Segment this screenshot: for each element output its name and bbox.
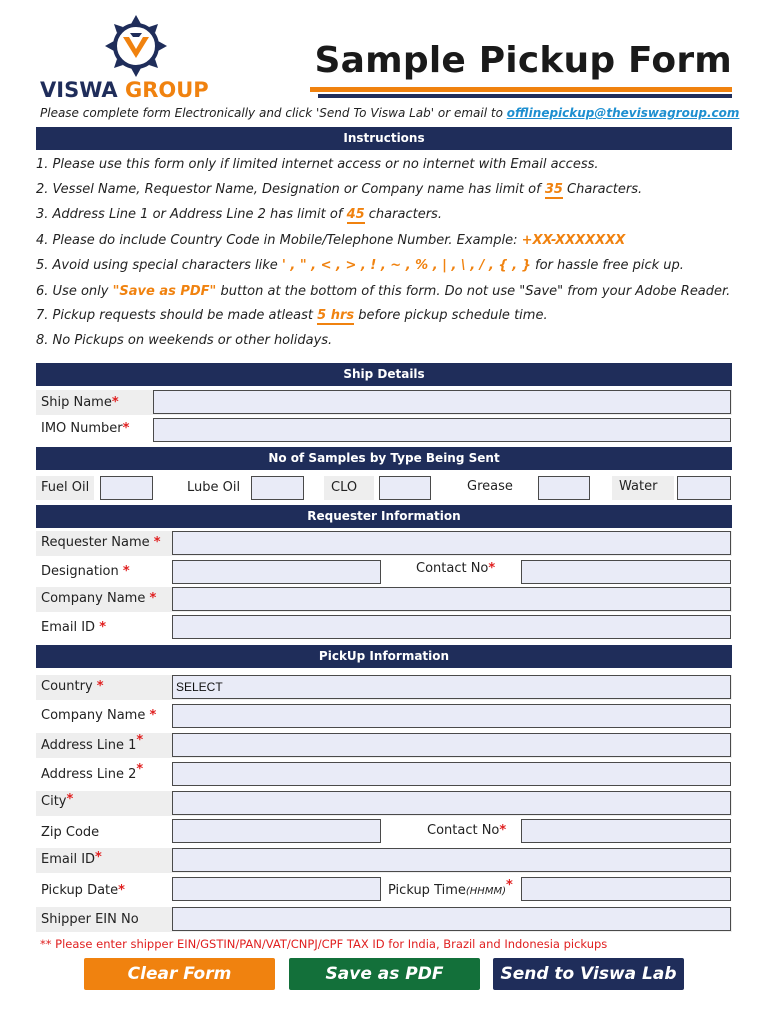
instruction-highlight: "Save as PDF" (112, 284, 217, 299)
zip-code-label: Zip Code (41, 825, 100, 840)
requester-company-input[interactable] (172, 587, 731, 611)
instruction-highlight: 45 (346, 207, 365, 222)
required-mark: * (136, 733, 144, 748)
pickup-date-input[interactable] (172, 877, 381, 901)
send-to-viswa-lab-button[interactable]: Send to Viswa Lab (493, 958, 684, 990)
instruction-text: 1. Please use this form only if limited internet access or no internet with Email access. (36, 157, 599, 172)
designation-label: Designation * (41, 564, 130, 579)
requester-email-label: Email ID * (41, 620, 106, 635)
instruction-item (36, 333, 732, 348)
ship-name-label: Ship Name* (41, 395, 119, 410)
required-mark: * (118, 883, 125, 898)
requester-name-label: Requester Name * (41, 535, 161, 550)
title-rule-navy (318, 94, 732, 98)
instruction-item (36, 182, 732, 197)
required-mark: * (95, 850, 102, 865)
fuel-oil-count-input[interactable] (100, 476, 153, 500)
pickup-contact-label: Contact No* (427, 823, 507, 838)
instruction-text: before pickup schedule time. (354, 308, 548, 323)
instruction-text: 2. Vessel Name, Requestor Name, Designation or Company name has limit of (36, 182, 545, 197)
instruction-highlight: 35 (544, 182, 563, 197)
fuel-oil-label: Fuel Oil (41, 480, 90, 495)
pickup-info-header: PickUp Information (36, 645, 732, 668)
requester-contact-input[interactable] (521, 560, 731, 584)
required-mark: * (111, 395, 119, 410)
water-label: Water (619, 479, 658, 494)
country-select[interactable]: SELECT (172, 675, 731, 699)
required-mark: * (66, 792, 74, 807)
grease-label: Grease (467, 479, 513, 494)
title-rule-orange (310, 87, 732, 92)
pickup-email-label: Email ID* (41, 850, 102, 867)
logo-word-viswa: VISWA (40, 78, 118, 102)
instruction-text: 6. Use only (36, 284, 113, 299)
instruction-item (36, 258, 732, 273)
ein-footnote: ** Please enter shipper EIN/GSTIN/PAN/VAT/CNPJ/CPF TAX ID for India, Brazil and Indonesia pickups (40, 937, 608, 951)
instruction-highlight: +XX-XXXXXXX (521, 233, 626, 248)
page-title: Sample Pickup Form (314, 40, 732, 81)
instruction-text: 8. No Pickups on weekends or other holidays. (36, 333, 333, 348)
ship-name-input[interactable] (153, 390, 731, 414)
pickup-company-input[interactable] (172, 704, 731, 728)
instruction-text: 7. Pickup requests should be made atleast (36, 308, 318, 323)
clo-count-input[interactable] (379, 476, 431, 500)
required-mark: * (99, 620, 106, 635)
pickup-time-input[interactable] (521, 877, 731, 901)
instruction-item (36, 308, 732, 323)
pickup-company-label: Company Name * (41, 708, 157, 723)
save-as-pdf-button[interactable]: Save as PDF (289, 958, 480, 990)
address-line-1-input[interactable] (172, 733, 731, 757)
requester-email-input[interactable] (172, 615, 731, 639)
pickup-email-link[interactable]: offlinepickup@theviswagroup.com (506, 106, 740, 120)
required-mark: * (122, 564, 130, 579)
country-label: Country * (41, 679, 104, 694)
required-mark: * (149, 708, 157, 723)
imo-number-input[interactable] (153, 418, 731, 442)
pickup-contact-input[interactable] (521, 819, 731, 843)
instruction-highlight: ' , " , < , > , ! , ~ , % , | , \ , / , { , } (281, 258, 531, 273)
required-mark: * (122, 421, 130, 436)
viswa-group-logo (40, 10, 240, 110)
imo-number-label: IMO Number* (41, 421, 130, 436)
pickup-email-input[interactable] (172, 848, 731, 872)
note-text: Please complete form Electronically and click 'Send To Viswa Lab' or email to (40, 106, 507, 120)
instruction-text: 5. Avoid using special characters like (36, 258, 282, 273)
required-mark: * (153, 535, 161, 550)
city-input[interactable] (172, 791, 731, 815)
shipper-ein-input[interactable] (172, 907, 731, 931)
lube-oil-count-input[interactable] (251, 476, 304, 500)
ship-details-header: Ship Details (36, 363, 732, 386)
designation-input[interactable] (172, 560, 381, 584)
instruction-text: 4. Please do include Country Code in Mobile/Telephone Number. Example: (36, 233, 522, 248)
instruction-text: button at the bottom of this form. Do not use "Save" from your Adobe Reader. (216, 284, 731, 299)
clo-label: CLO (331, 480, 358, 495)
instruction-highlight: 5 hrs (317, 308, 355, 323)
required-mark: * (136, 762, 144, 777)
instruction-text: characters. (364, 207, 442, 222)
instruction-text: for hassle free pick up. (530, 258, 684, 273)
required-mark: * (488, 561, 496, 576)
requester-info-header: Requester Information (36, 505, 732, 528)
grease-count-input[interactable] (538, 476, 590, 500)
pickup-date-label: Pickup Date* (41, 883, 125, 898)
shipper-ein-label: Shipper EIN No (41, 912, 139, 927)
samples-header: No of Samples by Type Being Sent (36, 447, 732, 470)
required-mark: * (96, 679, 104, 694)
city-label: City* (41, 792, 74, 809)
instruction-item (36, 207, 732, 222)
clear-form-button[interactable]: Clear Form (84, 958, 275, 990)
instruction-text: Characters. (562, 182, 643, 197)
required-mark: * (506, 878, 513, 893)
instruction-item (36, 157, 732, 172)
water-count-input[interactable] (677, 476, 731, 500)
form-note (40, 106, 740, 120)
instruction-item (36, 284, 732, 299)
address-line-1-label: Address Line 1* (41, 733, 144, 753)
zip-code-input[interactable] (172, 819, 381, 843)
lube-oil-label: Lube Oil (187, 480, 241, 495)
required-mark: * (149, 591, 157, 606)
instructions-header: Instructions (36, 127, 732, 150)
address-line-2-label: Address Line 2* (41, 762, 144, 782)
requester-company-label: Company Name * (41, 591, 157, 606)
instruction-item (36, 233, 732, 248)
address-line-2-input[interactable] (172, 762, 731, 786)
requester-contact-label: Contact No* (416, 561, 496, 576)
requester-name-input[interactable] (172, 531, 731, 555)
instruction-text: 3. Address Line 1 or Address Line 2 has limit of (36, 207, 347, 222)
pickup-time-hint: (HHMM) (465, 886, 506, 897)
pickup-time-label: Pickup Time(HHMM)* (388, 878, 513, 898)
logo-wordmark (40, 78, 209, 102)
required-mark: * (499, 823, 507, 838)
logo-word-group: GROUP (124, 78, 209, 102)
